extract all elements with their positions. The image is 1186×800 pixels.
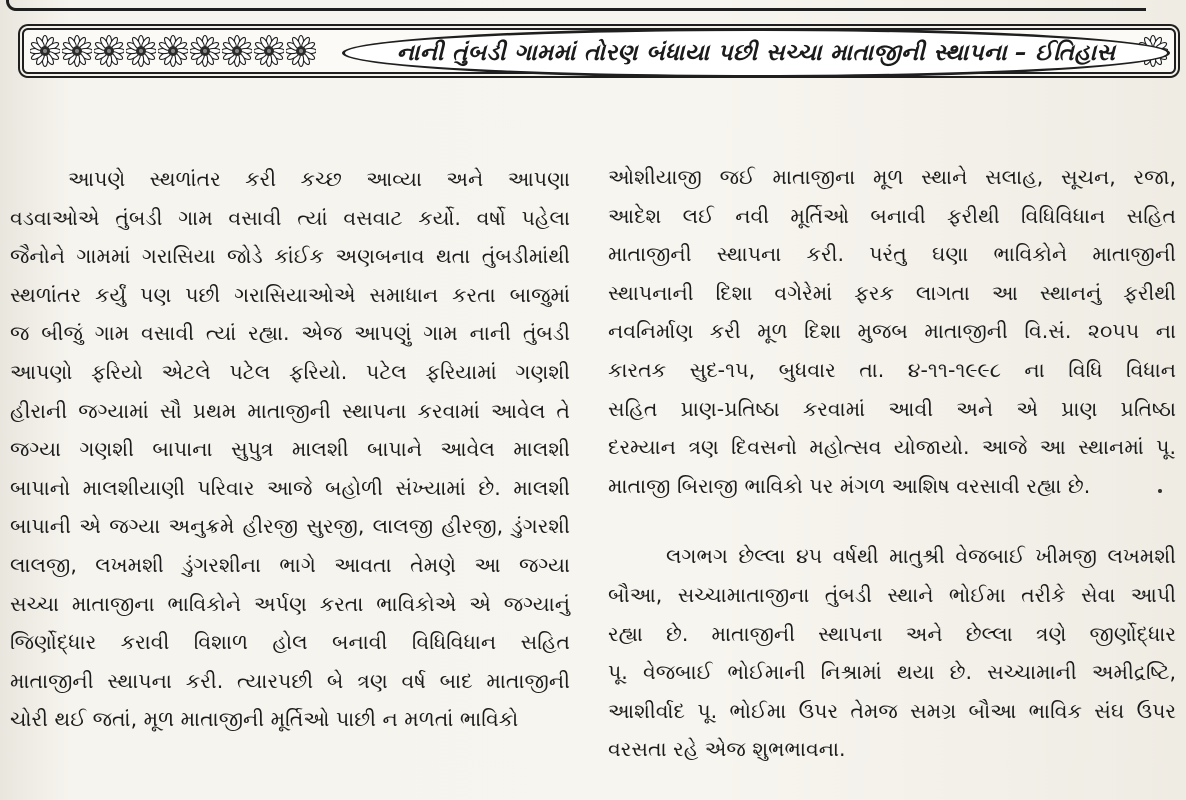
- text-line: સ્થળાંતર કર્યું પણ પછી ગરાસિયાઓએ સમાધાન કરતા બાજુમાં: [10, 282, 570, 307]
- sunflower-icon: [62, 34, 92, 68]
- text-line: આદેશ લઈ નવી મૂર્તિઓ બનાવી ફરીથી વિધિવિધાન સહિત: [608, 203, 1176, 228]
- sunflower-icon: [94, 34, 124, 68]
- text-line: બાપાનો માલશીયાણી પરિવાર આજે બહોળી સંખ્યામાં છે. માલશી: [10, 475, 570, 500]
- text-line: રહ્યા છે. માતાજીની સ્થાપના અને છેલ્લા ત્રણે જીર્ણોદ્ધાર: [608, 621, 1176, 646]
- text-line: માતાજીની સ્થાપના કરી. ત્યારપછી બે ત્રણ વર્ષ બાદ માતાજીની: [10, 668, 570, 693]
- text-line: માતાજી બિરાજી ભાવિકો પર મંગળ આશિષ વરસાવી રહ્યા છે.: [608, 473, 1091, 498]
- right-paragraph-2: [608, 537, 1176, 769]
- text-line: હીરાની જગ્યામાં સૌ પ્રથમ માતાજીની સ્થાપના કરવામાં આવેલ તે: [10, 398, 570, 423]
- sunflower-icon: [254, 34, 284, 68]
- text-line: માતાજીની સ્થાપના કરી. પરંતુ ઘણા ભાવિકોને માતાજીની: [608, 242, 1176, 267]
- text-line: સચ્ચા માતાજીના ભાવિકોને અર્પણ કરતા ભાવિકોએ એ જગ્યાનું: [10, 591, 570, 616]
- page-title: નાની તુંબડી ગામમાં તોરણ બંધાયા પછી સચ્ચા માતાજીની સ્થાપના – ઈતિહાસ: [396, 40, 1116, 66]
- sunflower-icon: [286, 34, 316, 68]
- text-line: વરસતા રહે એજ શુભભાવના.: [608, 737, 846, 762]
- text-line: આશીર્વાદ પૂ. ભોઈમા ઉપર તેમજ સમગ્ર બૌઆ ભાવિક સંઘ ઉપર: [608, 698, 1176, 723]
- left-column: [10, 160, 570, 739]
- text-line: આપણો ફરિયો એટલે પટેલ ફરિયો. પટેલ ફરિયામાં ગણશી: [10, 359, 570, 384]
- text-line: સ્થાપનાની દિશા વગેરેમાં ફરક લાગતા આ સ્થાનનું ફરીથી: [608, 280, 1176, 305]
- text-line: દરમ્યાન ત્રણ દિવસનો મહોત્સવ યોજાયો. આજે આ સ્થાનમાં પૂ.: [608, 435, 1176, 460]
- text-line: પૂ. વેજબાઈ ભોઈમાની નિશ્રામાં થયા છે. સચ્ચામાની અમીદ્રષ્ટિ,: [608, 660, 1176, 685]
- text-line: લગભગ છેલ્લા ૪૫ વર્ષથી માતુશ્રી વેજબાઈ ખીમજી લખમશી: [666, 544, 1176, 569]
- text-line: બાપાની એ જગ્યા અનુક્રમે હીરજી સુરજી, લાલજી હીરજી, ડુંગરશી: [10, 514, 570, 539]
- text-line: જ બીજું ગામ વસાવી ત્યાં રહ્યા. એજ આપણું ગામ નાની તુંબડી: [10, 321, 570, 346]
- speck-mark: [1158, 489, 1162, 493]
- text-line: જૈનોને ગામમાં ગરાસિયા જોડે કાંઈક અણબનાવ થતા તુંબડીમાંથી: [10, 244, 570, 269]
- sunflower-icon: [190, 34, 220, 68]
- text-line: સહિત પ્રાણ-પ્રતિષ્ઠા કરવામાં આવી અને એ પ્રાણ પ્રતિષ્ઠા: [608, 396, 1176, 421]
- sunflower-icon: [126, 34, 156, 68]
- text-line: વડવાઓએ તુંબડી ગામ વસાવી ત્યાં વસવાટ કર્યો. વર્ષો પહેલા: [10, 205, 570, 230]
- top-border-rule: [6, 0, 1146, 11]
- text-line: કારતક સુદ-૧૫, બુધવાર તા. ૪-૧૧-૧૯૯૮ ના વિધિ વિધાન: [608, 357, 1176, 382]
- sunflower-icon: [158, 34, 188, 68]
- right-paragraph-1: [608, 158, 1176, 505]
- text-line: નવનિર્માણ કરી મૂળ દિશા મુજબ માતાજીની વિ.સં. ૨૦૫૫ ના: [608, 319, 1176, 344]
- text-line: ઓશીયાજી જઈ માતાજીના મૂળ સ્થાને સલાહ, સૂચન, રજા,: [608, 165, 1176, 189]
- text-line: જિર્ણોદ્ધાર કરાવી વિશાળ હોલ બનાવી વિધિવિધાન સહિત: [10, 630, 570, 655]
- text-line: લાલજી, લખમશી ડુંગરશીના ભાગે આવતા તેમણે આ જગ્યા: [10, 552, 570, 577]
- sunflower-icon: [30, 34, 60, 68]
- left-paragraph: [10, 160, 570, 739]
- sunflower-icon: [222, 34, 252, 68]
- text-line: જગ્યા ગણશી બાપાના સુપુત્ર માલશી બાપાને આવેલ માલશી: [10, 437, 570, 462]
- right-column: [608, 158, 1176, 769]
- text-line: આપણે સ્થળાંતર કરી કચ્છ આવ્યા અને આપણા: [68, 167, 570, 191]
- text-line: બૌઆ, સચ્ચામાતાજીના તુંબડી સ્થાને ભોઈમા તરીકે સેવા આપી: [608, 582, 1176, 607]
- title-banner: [22, 28, 1176, 74]
- title-oval: [342, 28, 1170, 78]
- text-line: ચોરી થઈ જતાં, મૂળ માતાજીની મૂર્તિઓ પાછી ન મળતાં ભાવિકો: [10, 707, 519, 732]
- ornament-row-left: [30, 34, 316, 68]
